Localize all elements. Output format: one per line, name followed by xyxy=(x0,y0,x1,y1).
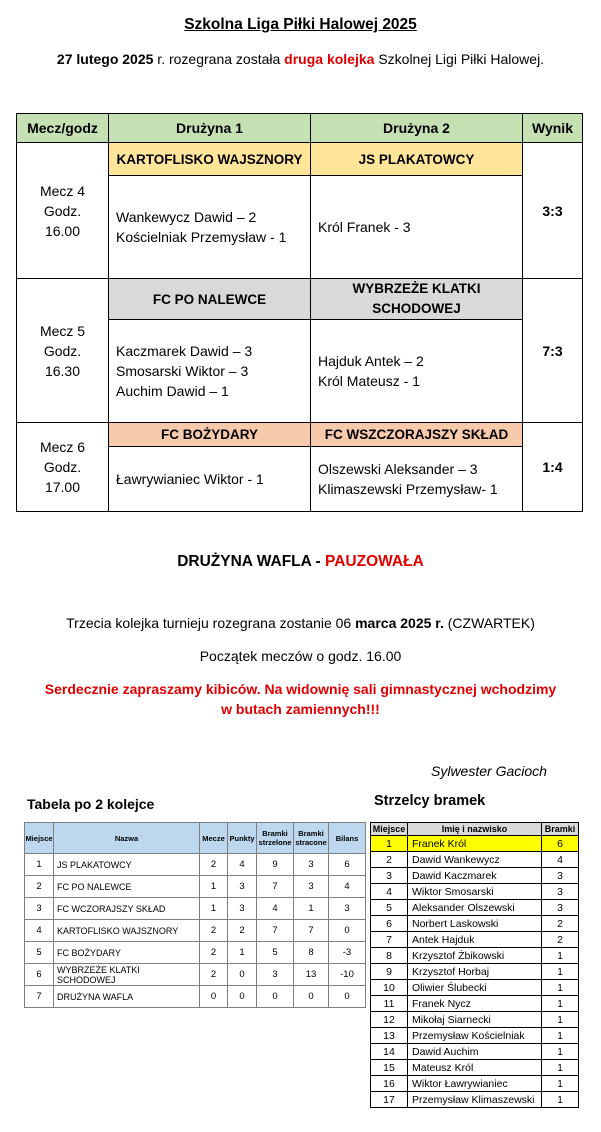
next-round-date: marca 2025 r. xyxy=(355,615,444,631)
pause-status: PAUZOWAŁA xyxy=(325,553,424,570)
match-score: 3:3 xyxy=(523,143,583,279)
match-time: 16.30 xyxy=(44,362,81,379)
scorer-line: Król Franek - 3 xyxy=(318,219,411,235)
match-score: 7:3 xyxy=(523,279,583,423)
scorer-name: Krzysztof Horbaj xyxy=(408,964,542,980)
team-2-scorers xyxy=(311,447,523,512)
scorer-goals: 1 xyxy=(542,1028,579,1044)
league-row xyxy=(25,942,366,964)
league-header-balance: Bilans xyxy=(329,823,366,854)
scorer-goals: 1 xyxy=(542,1092,579,1108)
league-place: 2 xyxy=(25,876,54,898)
league-balance: -3 xyxy=(329,942,366,964)
scorer-name: Aleksander Olszewski xyxy=(408,900,542,916)
intro-text-2: Szkolnej Ligi Piłki Halowej. xyxy=(374,51,545,67)
scorer-goals: 1 xyxy=(542,1060,579,1076)
league-balance: 3 xyxy=(329,898,366,920)
scorer-line: Król Mateusz - 1 xyxy=(318,373,420,389)
team-2-name-line: WYBRZEŻE KLATKI xyxy=(352,281,481,296)
league-points: 0 xyxy=(228,986,257,1008)
scorer-name: Dawid Wankewycz xyxy=(408,852,542,868)
scorer-goals: 2 xyxy=(542,916,579,932)
league-balance: 4 xyxy=(329,876,366,898)
league-goals-against: 8 xyxy=(294,942,329,964)
league-games: 1 xyxy=(200,898,228,920)
league-points: 4 xyxy=(228,854,257,876)
scorer-goals: 1 xyxy=(542,980,579,996)
match-time-label: Godz. xyxy=(43,459,82,475)
scorer-line: Kościelniak Przemysław - 1 xyxy=(116,229,287,245)
scorer-row xyxy=(371,836,579,852)
league-place: 3 xyxy=(25,898,54,920)
invitation-line: Serdecznie zapraszamy kibiców. Na widownię sali gimnastycznej wchodzimy xyxy=(44,681,557,697)
scorer-place: 5 xyxy=(371,900,408,916)
league-header-points: Punkty xyxy=(228,823,257,854)
league-goals-for: 7 xyxy=(257,920,294,942)
scorer-goals: 1 xyxy=(542,1076,579,1092)
scorer-goals: 1 xyxy=(542,996,579,1012)
scorer-name: Franek Król xyxy=(408,836,542,852)
team-1-name: FC BOŻYDARY xyxy=(109,423,311,447)
match-info xyxy=(17,143,109,279)
matches-table xyxy=(16,113,583,512)
scorers-title: Strzelcy bramek xyxy=(374,793,486,809)
scorer-name: Krzysztof Żbikowski xyxy=(408,948,542,964)
scorer-name: Mateusz Król xyxy=(408,1060,542,1076)
pause-notice xyxy=(0,553,601,571)
intro-date: 27 lutego 2025 xyxy=(56,51,154,67)
league-games: 0 xyxy=(200,986,228,1008)
scorer-name: Norbert Laskowski xyxy=(408,916,542,932)
scorer-row xyxy=(371,948,579,964)
team-1-name: FC PO NALEWCE xyxy=(109,279,311,320)
scorer-place: 12 xyxy=(371,1012,408,1028)
match-info xyxy=(17,423,109,512)
team-2-name xyxy=(311,279,523,320)
league-team-name: FC PO NALEWCE xyxy=(54,876,200,898)
league-games: 2 xyxy=(200,854,228,876)
scorer-line: Hajduk Antek – 2 xyxy=(318,353,424,369)
league-place: 5 xyxy=(25,942,54,964)
scorer-line: Olszewski Aleksander – 3 xyxy=(318,461,478,477)
invitation-line: w butach zamiennych!!! xyxy=(221,701,380,717)
header-team-1: Drużyna 1 xyxy=(109,114,311,143)
invitation xyxy=(0,679,601,719)
scorer-place: 11 xyxy=(371,996,408,1012)
pause-team: DRUŻYNA WAFLA - xyxy=(177,553,326,570)
scorer-place: 1 xyxy=(371,836,408,852)
league-row xyxy=(25,920,366,942)
matches-header-row xyxy=(17,114,583,143)
league-place: 6 xyxy=(25,964,54,986)
league-games: 2 xyxy=(200,964,228,986)
league-points: 1 xyxy=(228,942,257,964)
scorer-line: Klimaszewski Przemysław- 1 xyxy=(318,481,498,497)
scorer-name: Dawid Kaczmarek xyxy=(408,868,542,884)
scorer-row xyxy=(371,900,579,916)
league-goals-for: 5 xyxy=(257,942,294,964)
league-goals-against: 1 xyxy=(294,898,329,920)
scorer-row xyxy=(371,852,579,868)
league-header-row xyxy=(25,823,366,854)
team-1-scorers xyxy=(109,320,311,423)
league-goals-for: 3 xyxy=(257,964,294,986)
match-time-label: Godz. xyxy=(43,202,82,219)
page-title: Szkolna Liga Piłki Halowej 2025 xyxy=(184,16,417,33)
league-goals-for: 7 xyxy=(257,876,294,898)
scorer-row xyxy=(371,1076,579,1092)
scorer-goals: 1 xyxy=(542,964,579,980)
league-games: 2 xyxy=(200,942,228,964)
scorer-place: 9 xyxy=(371,964,408,980)
match-number: Mecz 4 xyxy=(39,182,86,199)
league-balance: 0 xyxy=(329,986,366,1008)
match-time: 16.00 xyxy=(44,222,81,239)
scorer-row xyxy=(371,1028,579,1044)
scorer-goals: 4 xyxy=(542,852,579,868)
team-2-scorers xyxy=(311,176,523,279)
league-balance: 0 xyxy=(329,920,366,942)
scorer-place: 16 xyxy=(371,1076,408,1092)
league-goals-against: 0 xyxy=(294,986,329,1008)
next-round-notice xyxy=(0,615,601,631)
header-team-2: Drużyna 2 xyxy=(311,114,523,143)
league-goals-against: 3 xyxy=(294,876,329,898)
scorer-place: 15 xyxy=(371,1060,408,1076)
scorer-row xyxy=(371,1012,579,1028)
league-place: 1 xyxy=(25,854,54,876)
scorer-name: Oliwier Ślubecki xyxy=(408,980,542,996)
league-row xyxy=(25,898,366,920)
league-balance: 6 xyxy=(329,854,366,876)
league-points: 3 xyxy=(228,898,257,920)
scorer-row xyxy=(371,1060,579,1076)
next-round-text-1: Trzecia kolejka turnieju rozegrana zostanie 06 xyxy=(66,615,356,631)
league-points: 3 xyxy=(228,876,257,898)
match-info xyxy=(17,279,109,423)
scorer-goals: 6 xyxy=(542,836,579,852)
league-header-goals-against: Bramki stracone xyxy=(294,823,329,854)
scorer-row xyxy=(371,884,579,900)
league-header-place: Miejsce xyxy=(25,823,54,854)
scorer-row xyxy=(371,1044,579,1060)
league-team-name: JS PLAKATOWCY xyxy=(54,854,200,876)
scorer-name: Antek Hajduk xyxy=(408,932,542,948)
league-team-name: DRUŻYNA WAFLA xyxy=(54,986,200,1008)
team-2-name: JS PLAKATOWCY xyxy=(311,143,523,176)
scorer-goals: 1 xyxy=(542,1012,579,1028)
league-team-name: FC BOŻYDARY xyxy=(54,942,200,964)
match-number: Mecz 6 xyxy=(39,439,86,455)
scorer-place: 13 xyxy=(371,1028,408,1044)
league-goals-against: 3 xyxy=(294,854,329,876)
league-goals-for: 4 xyxy=(257,898,294,920)
scorer-row xyxy=(371,996,579,1012)
match-time-label: Godz. xyxy=(43,342,82,359)
match-number: Mecz 5 xyxy=(39,322,86,339)
league-games: 1 xyxy=(200,876,228,898)
header-match-time: Mecz/godz xyxy=(17,114,109,143)
scorer-row xyxy=(371,980,579,996)
match-row xyxy=(17,423,583,447)
scorer-goals: 3 xyxy=(542,900,579,916)
team-1-scorers xyxy=(109,176,311,279)
scorer-place: 14 xyxy=(371,1044,408,1060)
match-time: 17.00 xyxy=(44,479,81,495)
team-2-scorers xyxy=(311,320,523,423)
scorer-row xyxy=(371,916,579,932)
scorer-name: Dawid Auchim xyxy=(408,1044,542,1060)
scorer-line: Smosarski Wiktor – 3 xyxy=(116,363,249,379)
scorers-header-name: Imię i nazwisko xyxy=(408,823,542,836)
scorer-place: 4 xyxy=(371,884,408,900)
intro-round: druga kolejka xyxy=(284,51,375,67)
scorers-header-place: Miejsce xyxy=(371,823,408,836)
league-place: 4 xyxy=(25,920,54,942)
scorer-goals: 3 xyxy=(542,884,579,900)
match-score: 1:4 xyxy=(523,423,583,512)
intro-paragraph xyxy=(0,51,601,67)
team-1-scorers xyxy=(109,447,311,512)
scorer-name: Mikołaj Siarnecki xyxy=(408,1012,542,1028)
scorer-name: Wiktor Ławrywianiec xyxy=(408,1076,542,1092)
scorer-line: Ławrywianiec Wiktor - 1 xyxy=(116,471,264,487)
scorers-header-goals: Bramki xyxy=(542,823,579,836)
header-score: Wynik xyxy=(523,114,583,143)
scorer-place: 17 xyxy=(371,1092,408,1108)
intro-text-1: r. rozegrana została xyxy=(153,51,285,67)
league-place: 7 xyxy=(25,986,54,1008)
league-row xyxy=(25,986,366,1008)
team-1-name: KARTOFLISKO WAJSZNORY xyxy=(109,143,311,176)
scorer-name: Franek Nycz xyxy=(408,996,542,1012)
start-time: Początek meczów o godz. 16.00 xyxy=(199,648,402,664)
scorer-goals: 1 xyxy=(542,1044,579,1060)
scorer-row xyxy=(371,932,579,948)
team-2-name: FC WSZCZORAJSZY SKŁAD xyxy=(311,423,523,447)
league-goals-against: 13 xyxy=(294,964,329,986)
scorer-line: Kaczmarek Dawid – 3 xyxy=(116,343,253,359)
scorer-goals: 3 xyxy=(542,868,579,884)
scorer-name: Przemysław Kościelniak xyxy=(408,1028,542,1044)
scorer-place: 8 xyxy=(371,948,408,964)
match-row xyxy=(17,279,583,320)
scorer-line: Auchim Dawid – 1 xyxy=(116,383,229,399)
scorer-goals: 1 xyxy=(542,948,579,964)
scorer-place: 3 xyxy=(371,868,408,884)
scorer-row xyxy=(371,1092,579,1108)
scorer-place: 2 xyxy=(371,852,408,868)
league-row xyxy=(25,876,366,898)
league-row xyxy=(25,964,366,986)
league-table xyxy=(24,822,366,1008)
team-2-name-line: SCHODOWEJ xyxy=(372,301,461,316)
scorer-name: Wiktor Smosarski xyxy=(408,884,542,900)
league-goals-for: 9 xyxy=(257,854,294,876)
scorer-line: Wankewycz Dawid – 2 xyxy=(116,209,257,225)
scorer-name: Przemysław Klimaszewski xyxy=(408,1092,542,1108)
league-goals-against: 7 xyxy=(294,920,329,942)
league-points: 2 xyxy=(228,920,257,942)
scorer-place: 7 xyxy=(371,932,408,948)
league-team-name: WYBRZEŻE KLATKI SCHODOWEJ xyxy=(54,964,200,986)
league-header-name: Nazwa xyxy=(54,823,200,854)
scorers-header-row xyxy=(371,823,579,836)
league-goals-for: 0 xyxy=(257,986,294,1008)
scorer-goals: 2 xyxy=(542,932,579,948)
league-row xyxy=(25,854,366,876)
signature: Sylwester Gacioch xyxy=(431,763,547,779)
next-round-text-2: (CZWARTEK) xyxy=(443,615,535,631)
scorer-place: 10 xyxy=(371,980,408,996)
league-header-games: Mecze xyxy=(200,823,228,854)
league-header-goals-for: Bramki strzelone xyxy=(257,823,294,854)
league-table-title: Tabela po 2 kolejce xyxy=(27,796,155,812)
scorer-place: 6 xyxy=(371,916,408,932)
league-team-name: FC WCZORAJSZY SKŁAD xyxy=(54,898,200,920)
league-team-name: KARTOFLISKO WAJSZNORY xyxy=(54,920,200,942)
league-balance: -10 xyxy=(329,964,366,986)
league-games: 2 xyxy=(200,920,228,942)
scorer-row xyxy=(371,868,579,884)
league-points: 0 xyxy=(228,964,257,986)
scorers-table xyxy=(370,822,579,1108)
match-row xyxy=(17,143,583,176)
scorer-row xyxy=(371,964,579,980)
